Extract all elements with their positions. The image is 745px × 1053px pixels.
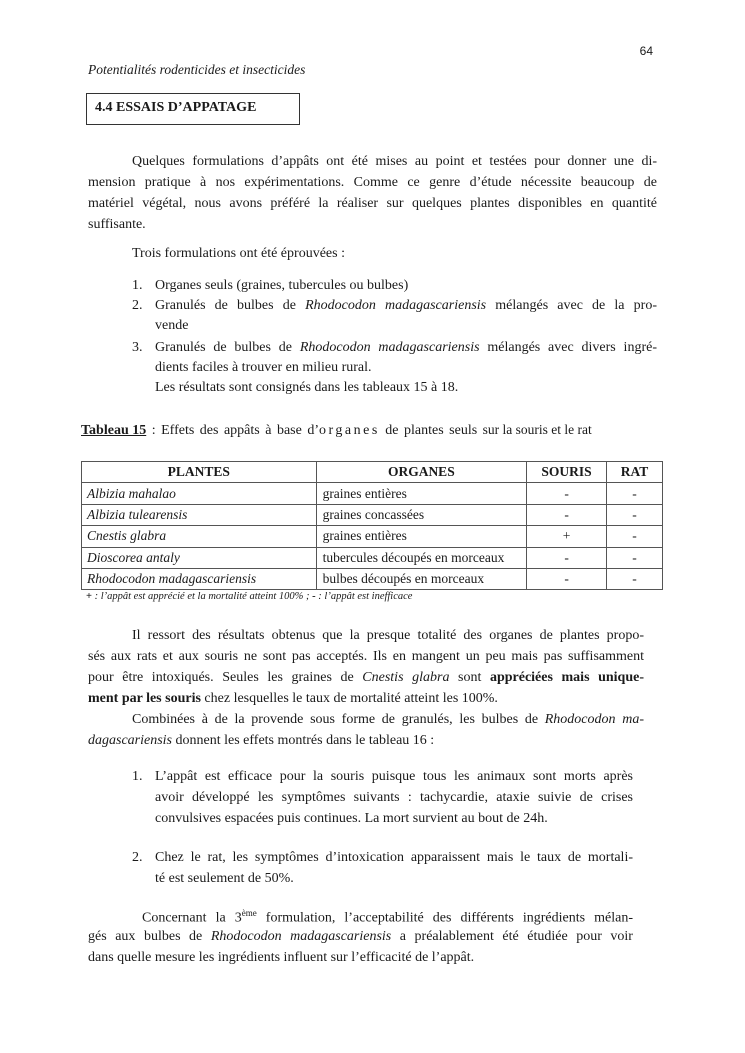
section-title: 4.4 ESSAIS D’APPATAGE bbox=[95, 100, 257, 115]
conclusion-line-3: dans quelle mesure les ingrédients influent sur l’efficacité de l’appât. bbox=[88, 950, 475, 965]
list-item-number: 2. bbox=[132, 298, 143, 313]
cell-organe: graines entières bbox=[316, 526, 527, 547]
cell-souris: + bbox=[527, 526, 607, 547]
column-header: RAT bbox=[607, 462, 663, 483]
cell-rat: - bbox=[607, 568, 663, 589]
intro-line-1: Quelques formulations d’appâts ont été mises au point et testées pour donner une di- bbox=[132, 154, 657, 169]
list-item-text: té est seulement de 50%. bbox=[155, 871, 294, 886]
table-caption: Tableau 15 : Effets des appâts à base d’organes de plantes seuls sur la souris et le rat bbox=[81, 422, 592, 438]
list-item-number: 1. bbox=[132, 769, 143, 784]
cell-plante: Cnestis glabra bbox=[82, 526, 317, 547]
table-row bbox=[82, 483, 663, 504]
list-item-text: Chez le rat, les symptômes d’intoxication apparaissent mais le taux de mortali- bbox=[155, 850, 633, 865]
list-item-text: avoir développé les symptômes suivants : tachycardie, ataxie suivie de crises bbox=[155, 790, 633, 805]
intro-formulations: Trois formulations ont été éprouvées : bbox=[132, 246, 345, 261]
list-item-number: 2. bbox=[132, 850, 143, 865]
results-line-3: pour être intoxiqués. Seules les graines de Cnestis glabra sont appréciées mais unique- bbox=[88, 670, 645, 685]
column-header: PLANTES bbox=[82, 462, 317, 483]
section-heading-box bbox=[86, 93, 300, 125]
table-row bbox=[82, 504, 663, 525]
column-header: SOURIS bbox=[527, 462, 607, 483]
cell-plante: Albizia tulearensis bbox=[82, 504, 317, 525]
intro-line-4: suffisante. bbox=[88, 217, 146, 232]
table-header-row bbox=[82, 462, 663, 483]
table-legend: + : l’appât est apprécié et la mortalité atteint 100% ; - : l’appât est inefficace bbox=[86, 591, 413, 602]
intro-line-2: mension pratique à nos expérimentations. Comme ce genre d’étude nécessite beaucoup de bbox=[88, 175, 657, 190]
results-line-6: dagascariensis donnent les effets montrés dans le tableau 16 : bbox=[88, 733, 435, 748]
table-label: Tableau 15 bbox=[81, 423, 147, 438]
cell-souris: - bbox=[527, 483, 607, 504]
list-item-text: Granulés de bulbes de Rhodocodon madagascariensis mélangés avec de la pro- bbox=[155, 298, 657, 313]
column-header: ORGANES bbox=[316, 462, 527, 483]
list-item-number: 1. bbox=[132, 278, 143, 293]
cell-organe: graines concassées bbox=[316, 504, 527, 525]
intro-line-3: matériel végétal, nous avons préféré la réaliser sur quelques plantes disponibles en quantité bbox=[88, 196, 657, 211]
cell-organe: graines entières bbox=[316, 483, 527, 504]
list-item-text: L’appât est efficace pour la souris puisque tous les animaux sont morts après bbox=[155, 769, 633, 784]
cell-souris: - bbox=[527, 504, 607, 525]
conclusion-line-2: gés aux bulbes de Rhodocodon madagascariensis a préalablement été étudiée pour voir bbox=[88, 929, 633, 944]
cell-souris: - bbox=[527, 547, 607, 568]
cell-souris: - bbox=[527, 568, 607, 589]
cell-rat: - bbox=[607, 547, 663, 568]
results-line-5: Combinées à de la provende sous forme de granulés, les bulbes de Rhodocodon ma- bbox=[132, 712, 644, 727]
list-item-continuation: Les résultats sont consignés dans les tableaux 15 à 18. bbox=[155, 380, 459, 395]
list-item-text: Organes seuls (graines, tubercules ou bulbes) bbox=[155, 278, 409, 293]
table-row bbox=[82, 568, 663, 589]
running-title: Potentialités rodenticides et insecticides bbox=[88, 62, 306, 77]
cell-plante: Albizia mahalao bbox=[82, 483, 317, 504]
list-item-text: convulsives espacées puis continues. La mort survient au bout de 24h. bbox=[155, 811, 548, 826]
page-number: 64 bbox=[639, 44, 653, 58]
cell-organe: tubercules découpés en morceaux bbox=[316, 547, 527, 568]
cell-rat: - bbox=[607, 483, 663, 504]
results-line-1: Il ressort des résultats obtenus que la presque totalité des organes de plantes propo- bbox=[132, 628, 644, 643]
list-item-number: 3. bbox=[132, 340, 143, 355]
cell-organe: bulbes découpés en morceaux bbox=[316, 568, 527, 589]
list-item-continuation: vende bbox=[155, 318, 189, 333]
results-line-4: ment par les souris chez lesquelles le taux de mortalité atteint les 100%. bbox=[88, 691, 498, 706]
table-row bbox=[82, 547, 663, 568]
cell-plante: Rhodocodon madagascariensis bbox=[82, 568, 317, 589]
table-row bbox=[82, 526, 663, 547]
conclusion-line-1: Concernant la 3ème formulation, l’acceptabilité des différents ingrédients mélan- bbox=[142, 908, 633, 926]
cell-rat: - bbox=[607, 526, 663, 547]
cell-rat: - bbox=[607, 504, 663, 525]
cell-plante: Dioscorea antaly bbox=[82, 547, 317, 568]
results-line-2: sés aux rats et aux souris ne sont pas acceptés. Ils en mangent un peu mais pas suffisamment bbox=[88, 649, 644, 664]
table-15 bbox=[81, 461, 663, 590]
list-item-text: Granulés de bulbes de Rhodocodon madagascariensis mélangés avec divers ingré- bbox=[155, 340, 657, 355]
list-item-continuation: dients faciles à trouver en milieu rural. bbox=[155, 360, 372, 375]
